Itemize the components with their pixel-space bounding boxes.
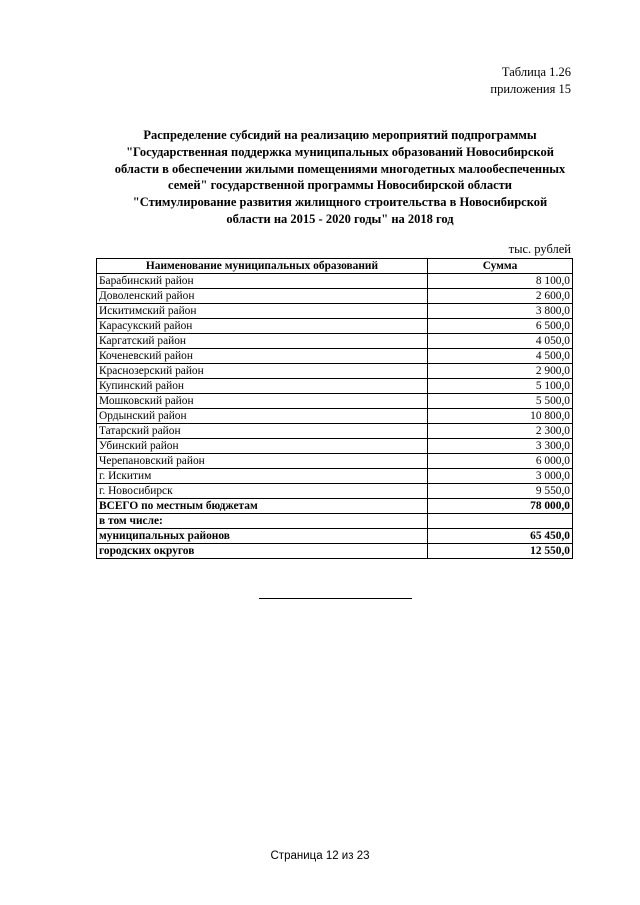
subsidy-amount: 2 900,0 xyxy=(428,364,573,379)
table-row xyxy=(97,484,573,499)
subsidy-amount xyxy=(428,514,573,529)
municipality-name: Черепановский район xyxy=(97,454,428,469)
municipality-name: Искитимский район xyxy=(97,304,428,319)
subsidy-amount: 6 500,0 xyxy=(428,319,573,334)
table-row xyxy=(97,364,573,379)
subsidy-table xyxy=(96,258,573,559)
table-row xyxy=(97,409,573,424)
document-title xyxy=(90,127,590,228)
table-number: Таблица 1.26 xyxy=(501,65,571,79)
subsidy-amount: 9 550,0 xyxy=(428,484,573,499)
subsidy-amount: 4 500,0 xyxy=(428,349,573,364)
subsidy-amount: 2 300,0 xyxy=(428,424,573,439)
municipality-name: Доволенский район xyxy=(97,289,428,304)
municipality-name: Краснозерский район xyxy=(97,364,428,379)
subsidy-amount: 3 800,0 xyxy=(428,304,573,319)
municipality-name: Коченевский район xyxy=(97,349,428,364)
table-row xyxy=(97,499,573,514)
subsidy-amount: 2 600,0 xyxy=(428,289,573,304)
table-row xyxy=(97,514,573,529)
subsidy-amount: 8 100,0 xyxy=(428,274,573,289)
subsidy-amount: 5 500,0 xyxy=(428,394,573,409)
subsidy-amount: 10 800,0 xyxy=(428,409,573,424)
municipality-name: Ордынский район xyxy=(97,409,428,424)
subsidy-amount: 6 000,0 xyxy=(428,454,573,469)
subsidy-amount: 5 100,0 xyxy=(428,379,573,394)
separator-line xyxy=(259,598,412,599)
subsidy-amount: 4 050,0 xyxy=(428,334,573,349)
column-header-sum: Сумма xyxy=(428,259,573,274)
subsidy-amount: 12 550,0 xyxy=(428,544,573,559)
subsidy-amount: 78 000,0 xyxy=(428,499,573,514)
subsidy-amount: 65 450,0 xyxy=(428,529,573,544)
table-header-row xyxy=(97,259,573,274)
table-row xyxy=(97,274,573,289)
municipality-name: ВСЕГО по местным бюджетам xyxy=(97,499,428,514)
table-row xyxy=(97,544,573,559)
municipality-name: городских округов xyxy=(97,544,428,559)
page-footer: Страница 12 из 23 xyxy=(270,850,370,862)
municipality-name: г. Искитим xyxy=(97,469,428,484)
municipality-name: в том числе: xyxy=(97,514,428,529)
title-line: области в обеспечении жилыми помещениями многодетных малообеспеченных xyxy=(114,161,566,176)
subsidy-amount: 3 000,0 xyxy=(428,469,573,484)
table-row xyxy=(97,289,573,304)
municipality-name: Каргатский район xyxy=(97,334,428,349)
title-line: "Государственная поддержка муниципальных образований Новосибирской xyxy=(126,144,554,159)
table-row xyxy=(97,319,573,334)
municipality-name: муниципальных районов xyxy=(97,529,428,544)
municipality-name: Карасукский район xyxy=(97,319,428,334)
table-row xyxy=(97,529,573,544)
municipality-name: Барабинский район xyxy=(97,274,428,289)
municipality-name: г. Новосибирск xyxy=(97,484,428,499)
title-line: "Стимулирование развития жилищного строительства в Новосибирской xyxy=(132,195,548,210)
column-header-municipality: Наименование муниципальных образований xyxy=(97,259,428,274)
title-line: семей" государственной программы Новосибирской области xyxy=(168,178,512,193)
subsidy-amount: 3 300,0 xyxy=(428,439,573,454)
table-row xyxy=(97,424,573,439)
table-row xyxy=(97,439,573,454)
appendix-reference: приложения 15 xyxy=(490,82,571,96)
table-row xyxy=(97,394,573,409)
table-row xyxy=(97,469,573,484)
municipality-name: Убинский район xyxy=(97,439,428,454)
table-row xyxy=(97,454,573,469)
title-line: области на 2015 - 2020 годы" на 2018 год xyxy=(226,211,454,226)
units-label: тыс. рублей xyxy=(508,242,571,256)
municipality-name: Татарский район xyxy=(97,424,428,439)
municipality-name: Мошковский район xyxy=(97,394,428,409)
municipality-name: Купинский район xyxy=(97,379,428,394)
table-row xyxy=(97,304,573,319)
title-line: Распределение субсидий на реализацию мероприятий подпрограммы xyxy=(143,128,537,142)
table-row xyxy=(97,349,573,364)
table-row xyxy=(97,379,573,394)
table-row xyxy=(97,334,573,349)
table-body xyxy=(97,274,573,559)
